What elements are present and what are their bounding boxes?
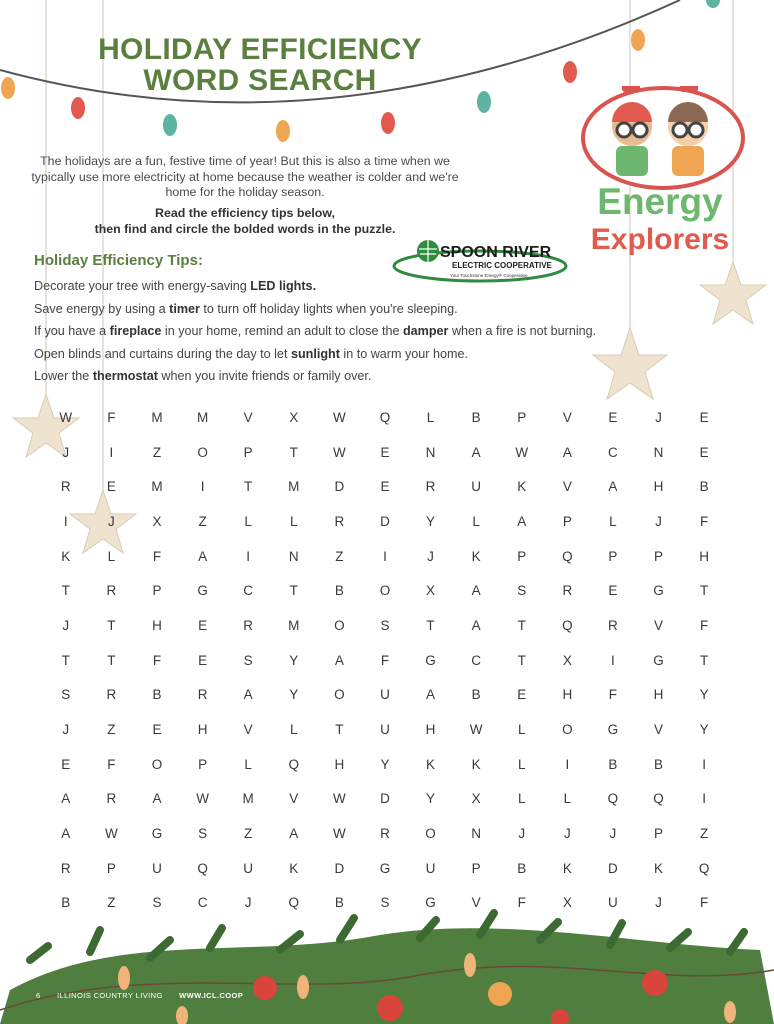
- grid-letter[interactable]: M: [151, 479, 163, 495]
- grid-letter[interactable]: Q: [698, 860, 710, 876]
- grid-letter[interactable]: Q: [562, 548, 573, 564]
- grid-letter[interactable]: S: [380, 617, 390, 633]
- grid-letter[interactable]: W: [105, 826, 118, 842]
- grid-letter[interactable]: T: [335, 722, 344, 738]
- website-link[interactable]: WWW.ICL.COOP: [179, 991, 244, 1000]
- grid-letter[interactable]: V: [289, 791, 299, 807]
- grid-letter[interactable]: T: [426, 617, 435, 633]
- instructions-bolded-word: bolded: [233, 221, 275, 236]
- grid-letter[interactable]: A: [61, 826, 71, 842]
- tip-text: when you invite friends or family over.: [157, 369, 372, 383]
- grid-letter[interactable]: J: [244, 895, 252, 911]
- grid-letter[interactable]: I: [702, 791, 706, 807]
- tip-text: Decorate your tree with energy-saving: [34, 279, 251, 293]
- grid-letter[interactable]: D: [608, 860, 618, 876]
- logo-name: SPOON RIVER: [440, 244, 552, 261]
- grid-letter[interactable]: M: [288, 479, 300, 495]
- grid-letter[interactable]: L: [517, 791, 526, 807]
- grid-letter[interactable]: W: [515, 444, 529, 460]
- grid-letter[interactable]: A: [517, 513, 527, 529]
- grid-letter[interactable]: F: [699, 513, 709, 529]
- grid-letter[interactable]: V: [243, 722, 253, 738]
- grid-letter[interactable]: L: [517, 756, 526, 772]
- instructions-line-2b: words in the puzzle.: [274, 221, 396, 236]
- grid-letter[interactable]: Q: [288, 756, 300, 772]
- grid-letter[interactable]: L: [563, 791, 572, 807]
- grid-letter[interactable]: N: [425, 444, 436, 460]
- grid-letter[interactable]: Y: [699, 722, 709, 738]
- grid-letter[interactable]: P: [562, 513, 572, 529]
- grid-letter[interactable]: Q: [197, 860, 208, 876]
- grid-letter[interactable]: G: [607, 722, 619, 738]
- grid-letter[interactable]: E: [699, 409, 709, 425]
- logo-sub: ELECTRIC COOPERATIVE: [452, 261, 552, 270]
- grid-letter[interactable]: D: [380, 513, 390, 529]
- grid-letter[interactable]: A: [471, 583, 481, 599]
- grid-letter[interactable]: X: [471, 791, 481, 807]
- grid-letter[interactable]: X: [562, 652, 572, 668]
- grid-letter[interactable]: A: [289, 826, 299, 842]
- grid-letter[interactable]: C: [471, 652, 482, 668]
- grid-letter[interactable]: N: [288, 548, 299, 564]
- grid-letter[interactable]: Z: [152, 444, 162, 460]
- grid-letter[interactable]: Z: [198, 513, 207, 529]
- grid-letter[interactable]: L: [107, 548, 116, 564]
- tip-keyword: damper: [402, 324, 449, 338]
- grid-letter[interactable]: F: [517, 895, 526, 911]
- grid-letter[interactable]: U: [608, 895, 618, 911]
- tip-text: in to warm your home.: [339, 346, 468, 361]
- grid-letter[interactable]: K: [61, 548, 71, 564]
- grid-letter[interactable]: Q: [379, 409, 391, 425]
- grid-letter[interactable]: H: [334, 756, 345, 772]
- grid-letter[interactable]: L: [290, 722, 298, 738]
- grid-letter[interactable]: H: [653, 479, 664, 495]
- grid-letter[interactable]: F: [699, 895, 709, 911]
- grid-letter[interactable]: H: [152, 617, 162, 633]
- grid-letter[interactable]: D: [334, 860, 345, 876]
- grid-letter[interactable]: M: [151, 409, 163, 425]
- grid-letter[interactable]: G: [197, 583, 208, 599]
- grid-letter[interactable]: T: [289, 583, 298, 599]
- grid-letter[interactable]: O: [197, 444, 208, 460]
- grid-letter[interactable]: G: [379, 860, 391, 876]
- tip-text: Save energy by using a: [34, 301, 170, 316]
- grid-letter[interactable]: X: [289, 409, 299, 425]
- grid-letter[interactable]: H: [653, 687, 664, 703]
- grid-letter[interactable]: R: [106, 583, 117, 599]
- grid-letter[interactable]: P: [243, 444, 253, 460]
- grid-letter[interactable]: G: [653, 583, 664, 599]
- grid-letter[interactable]: R: [608, 617, 618, 633]
- grid-letter[interactable]: Y: [699, 687, 709, 703]
- grid-letter[interactable]: Y: [289, 687, 299, 703]
- grid-letter[interactable]: K: [426, 756, 436, 772]
- grid-letter[interactable]: E: [608, 409, 618, 425]
- grid-letter[interactable]: E: [380, 479, 390, 495]
- grid-letter[interactable]: P: [654, 826, 664, 842]
- grid-letter[interactable]: L: [244, 513, 252, 529]
- grid-letter[interactable]: C: [608, 444, 618, 460]
- grid-letter[interactable]: E: [61, 756, 71, 772]
- grid-letter[interactable]: K: [471, 756, 481, 772]
- grid-letter[interactable]: P: [152, 583, 162, 599]
- grid-letter[interactable]: A: [152, 791, 162, 807]
- grid-letter[interactable]: J: [427, 548, 434, 564]
- grid-letter[interactable]: L: [426, 409, 435, 425]
- tip-keyword: sunlight: [290, 346, 340, 361]
- grid-letter[interactable]: G: [653, 652, 664, 668]
- grid-letter[interactable]: P: [654, 548, 664, 564]
- grid-letter[interactable]: F: [380, 652, 390, 668]
- grid-letter[interactable]: O: [151, 756, 163, 772]
- grid-letter[interactable]: Q: [653, 791, 664, 807]
- grid-letter[interactable]: H: [425, 722, 436, 738]
- grid-letter[interactable]: P: [517, 409, 527, 425]
- grid-letter[interactable]: I: [383, 548, 387, 564]
- instructions-line-2a: then find and circle the: [94, 221, 234, 236]
- grid-letter[interactable]: R: [425, 479, 436, 495]
- grid-letter[interactable]: X: [152, 513, 162, 529]
- logo-tagline: Your Touchstone Energy® Cooperative: [450, 273, 528, 278]
- grid-letter[interactable]: H: [699, 548, 709, 564]
- grid-letter[interactable]: T: [61, 583, 70, 599]
- title-line-2: WORD SEARCH: [143, 64, 377, 97]
- grid-letter[interactable]: G: [425, 652, 436, 668]
- grid-letter[interactable]: O: [562, 722, 573, 738]
- tip-text: when a fire is not burning.: [448, 324, 597, 338]
- grid-letter[interactable]: A: [334, 652, 344, 668]
- grid-letter[interactable]: E: [106, 479, 116, 495]
- tip-keyword: timer: [169, 301, 200, 316]
- grid-letter[interactable]: K: [289, 860, 299, 876]
- grid-letter[interactable]: R: [243, 617, 254, 633]
- grid-letter[interactable]: Q: [607, 791, 619, 807]
- grid-letter[interactable]: B: [61, 895, 71, 911]
- grid-letter[interactable]: A: [562, 444, 572, 460]
- grid-letter[interactable]: B: [471, 409, 481, 425]
- grid-letter[interactable]: O: [379, 583, 391, 599]
- grid-letter[interactable]: Q: [288, 895, 300, 911]
- grid-letter[interactable]: U: [152, 860, 162, 876]
- grid-letter[interactable]: R: [562, 583, 573, 599]
- grid-letter[interactable]: F: [152, 548, 162, 564]
- grid-letter[interactable]: U: [380, 722, 390, 738]
- grid-letter[interactable]: J: [609, 826, 617, 842]
- grid-letter[interactable]: T: [517, 652, 526, 668]
- grid-letter[interactable]: T: [244, 479, 253, 495]
- tip-text: Open blinds and curtains during the day to let: [34, 346, 291, 361]
- publication-name: ILLINOIS COUNTRY LIVING: [57, 991, 163, 1000]
- grid-letter[interactable]: N: [471, 826, 482, 842]
- grid-letter[interactable]: S: [517, 583, 527, 599]
- grid-letter[interactable]: J: [62, 722, 70, 738]
- grid-letter[interactable]: S: [243, 652, 253, 668]
- intro-paragraph: The holidays are a fun, festive time of year! But this is also a time when we typically use more electricity at home because the weather is colder and we're home for the holiday season.: [31, 154, 459, 199]
- grid-letter[interactable]: A: [471, 617, 481, 633]
- grid-letter[interactable]: I: [109, 444, 114, 460]
- grid-letter[interactable]: W: [469, 722, 483, 738]
- grid-letter[interactable]: T: [107, 652, 116, 668]
- grid-letter[interactable]: L: [290, 513, 298, 529]
- grid-letter[interactable]: E: [198, 652, 208, 668]
- grid-letter[interactable]: L: [517, 722, 526, 738]
- grid-letter[interactable]: B: [517, 860, 527, 876]
- grid-letter[interactable]: T: [107, 617, 116, 633]
- grid-letter[interactable]: E: [380, 444, 390, 460]
- grid-letter[interactable]: B: [608, 756, 618, 772]
- grid-letter[interactable]: A: [243, 687, 253, 703]
- grid-letter[interactable]: A: [61, 791, 71, 807]
- grid-letter[interactable]: B: [334, 583, 344, 599]
- grid-letter[interactable]: C: [243, 583, 254, 599]
- grid-letter[interactable]: I: [565, 756, 570, 772]
- grid-letter[interactable]: R: [197, 687, 208, 703]
- grid-letter[interactable]: J: [655, 409, 662, 425]
- grid-letter[interactable]: T: [699, 652, 709, 668]
- grid-letter[interactable]: Z: [107, 895, 116, 911]
- grid-letter[interactable]: V: [562, 409, 572, 425]
- grid-letter[interactable]: B: [654, 756, 664, 772]
- grid-letter[interactable]: U: [471, 479, 482, 495]
- grid-letter[interactable]: K: [471, 548, 481, 564]
- grid-letter[interactable]: V: [243, 409, 253, 425]
- grid-letter[interactable]: U: [243, 860, 254, 876]
- grid-letter[interactable]: J: [563, 826, 571, 842]
- grid-letter[interactable]: L: [244, 756, 252, 772]
- grid-letter[interactable]: F: [107, 756, 116, 772]
- grid-letter[interactable]: A: [426, 687, 436, 703]
- grid-letter[interactable]: E: [152, 722, 162, 738]
- grid-letter[interactable]: W: [332, 791, 346, 807]
- grid-letter[interactable]: S: [380, 895, 390, 911]
- grid-letter[interactable]: T: [517, 617, 526, 633]
- grid-letter[interactable]: B: [152, 687, 162, 703]
- grid-letter[interactable]: I: [200, 479, 205, 495]
- grid-letter[interactable]: L: [609, 513, 617, 529]
- tip-text: Lower the: [34, 369, 93, 383]
- grid-letter[interactable]: W: [332, 444, 346, 460]
- tip-keyword: thermostat: [92, 369, 158, 383]
- grid-letter[interactable]: R: [106, 687, 117, 703]
- grid-letter[interactable]: T: [289, 444, 298, 460]
- grid-letter[interactable]: A: [198, 548, 208, 564]
- grid-letter[interactable]: R: [334, 513, 345, 529]
- grid-letter[interactable]: A: [608, 479, 618, 495]
- grid-letter[interactable]: E: [608, 583, 618, 599]
- logo-energy: Energy: [597, 181, 723, 222]
- tip-text: to turn off holiday lights when you're sleeping.: [199, 301, 458, 316]
- grid-letter[interactable]: Z: [107, 722, 116, 738]
- grid-letter[interactable]: B: [471, 687, 481, 703]
- grid-letter[interactable]: N: [653, 444, 664, 460]
- grid-letter[interactable]: I: [246, 548, 251, 564]
- grid-letter[interactable]: H: [197, 722, 208, 738]
- tips-heading: Holiday Efficiency Tips:: [34, 252, 203, 269]
- grid-letter[interactable]: L: [472, 513, 480, 529]
- grid-letter[interactable]: V: [471, 895, 481, 911]
- grid-letter[interactable]: V: [562, 479, 572, 495]
- grid-letter[interactable]: Y: [426, 791, 436, 807]
- grid-letter[interactable]: P: [471, 860, 481, 876]
- grid-letter[interactable]: O: [425, 826, 436, 842]
- tip-keyword: fireplace: [109, 324, 162, 338]
- grid-letter[interactable]: F: [608, 687, 618, 703]
- grid-letter[interactable]: R: [380, 826, 390, 842]
- grid-letter[interactable]: K: [562, 860, 572, 876]
- grid-letter[interactable]: P: [517, 548, 527, 564]
- grid-letter[interactable]: T: [699, 583, 709, 599]
- grid-letter[interactable]: P: [198, 756, 208, 772]
- page-footer: [36, 991, 257, 1000]
- grid-letter[interactable]: F: [699, 617, 709, 633]
- grid-letter[interactable]: D: [380, 791, 390, 807]
- grid-letter[interactable]: P: [608, 548, 618, 564]
- grid-letter[interactable]: R: [60, 479, 71, 495]
- grid-letter[interactable]: M: [242, 791, 254, 807]
- grid-letter[interactable]: C: [197, 895, 208, 911]
- grid-letter[interactable]: X: [426, 583, 436, 599]
- grid-letter[interactable]: P: [106, 860, 116, 876]
- grid-letter[interactable]: R: [60, 860, 71, 876]
- logo-explorers: Explorers: [590, 223, 730, 256]
- grid-letter[interactable]: E: [198, 617, 208, 633]
- grid-letter[interactable]: J: [655, 895, 662, 911]
- grid-letter[interactable]: Z: [244, 826, 253, 842]
- grid-letter[interactable]: S: [198, 826, 208, 842]
- grid-letter[interactable]: M: [196, 409, 209, 425]
- grid-letter[interactable]: J: [518, 826, 526, 842]
- grid-letter[interactable]: B: [334, 895, 344, 911]
- page-number: 6: [36, 991, 41, 1000]
- grid-letter[interactable]: J: [62, 617, 70, 633]
- grid-letter[interactable]: R: [106, 791, 117, 807]
- title-line-1: HOLIDAY EFFICIENCY: [98, 33, 422, 66]
- grid-letter[interactable]: T: [61, 652, 70, 668]
- grid-letter[interactable]: E: [699, 444, 709, 460]
- grid-letter[interactable]: Q: [562, 617, 573, 633]
- instructions-line-1: Read the efficiency tips below,: [155, 206, 335, 220]
- grid-letter[interactable]: G: [151, 826, 163, 842]
- grid-letter[interactable]: J: [62, 444, 70, 460]
- grid-letter[interactable]: W: [332, 826, 346, 842]
- grid-letter[interactable]: O: [334, 617, 345, 633]
- grid-letter[interactable]: V: [654, 722, 664, 738]
- grid-letter[interactable]: U: [380, 687, 390, 703]
- grid-letter[interactable]: I: [702, 756, 706, 772]
- grid-letter[interactable]: F: [107, 409, 116, 425]
- grid-letter[interactable]: S: [152, 895, 162, 911]
- grid-letter[interactable]: H: [562, 687, 573, 703]
- grid-letter[interactable]: Y: [289, 652, 299, 668]
- tip-keyword: LED lights.: [250, 279, 317, 293]
- grid-letter[interactable]: W: [59, 409, 73, 425]
- grid-letter[interactable]: I: [63, 513, 68, 529]
- grid-letter[interactable]: O: [334, 687, 345, 703]
- grid-letter[interactable]: J: [655, 513, 662, 529]
- grid-letter[interactable]: Z: [699, 826, 709, 842]
- grid-letter[interactable]: F: [152, 652, 162, 668]
- grid-letter[interactable]: M: [288, 617, 300, 633]
- grid-letter[interactable]: G: [425, 895, 436, 911]
- grid-letter[interactable]: Z: [335, 548, 344, 564]
- grid-letter[interactable]: S: [61, 687, 71, 703]
- grid-letter[interactable]: W: [332, 409, 346, 425]
- tip-text: If you have a: [34, 324, 110, 338]
- grid-letter[interactable]: A: [471, 444, 481, 460]
- grid-letter[interactable]: B: [699, 479, 709, 495]
- tip-text: in your home, remind an adult to close the: [161, 324, 403, 338]
- grid-letter[interactable]: Y: [426, 513, 436, 529]
- grid-letter[interactable]: K: [517, 479, 527, 495]
- grid-letter[interactable]: U: [425, 860, 436, 876]
- grid-letter[interactable]: E: [517, 687, 527, 703]
- grid-letter[interactable]: W: [196, 791, 209, 807]
- grid-letter[interactable]: D: [334, 479, 345, 495]
- grid-letter[interactable]: I: [611, 652, 615, 668]
- grid-letter[interactable]: V: [654, 617, 664, 633]
- grid-letter[interactable]: K: [654, 860, 664, 876]
- grid-letter[interactable]: J: [108, 513, 115, 529]
- grid-letter[interactable]: X: [562, 895, 572, 911]
- grid-letter[interactable]: Y: [380, 756, 390, 772]
